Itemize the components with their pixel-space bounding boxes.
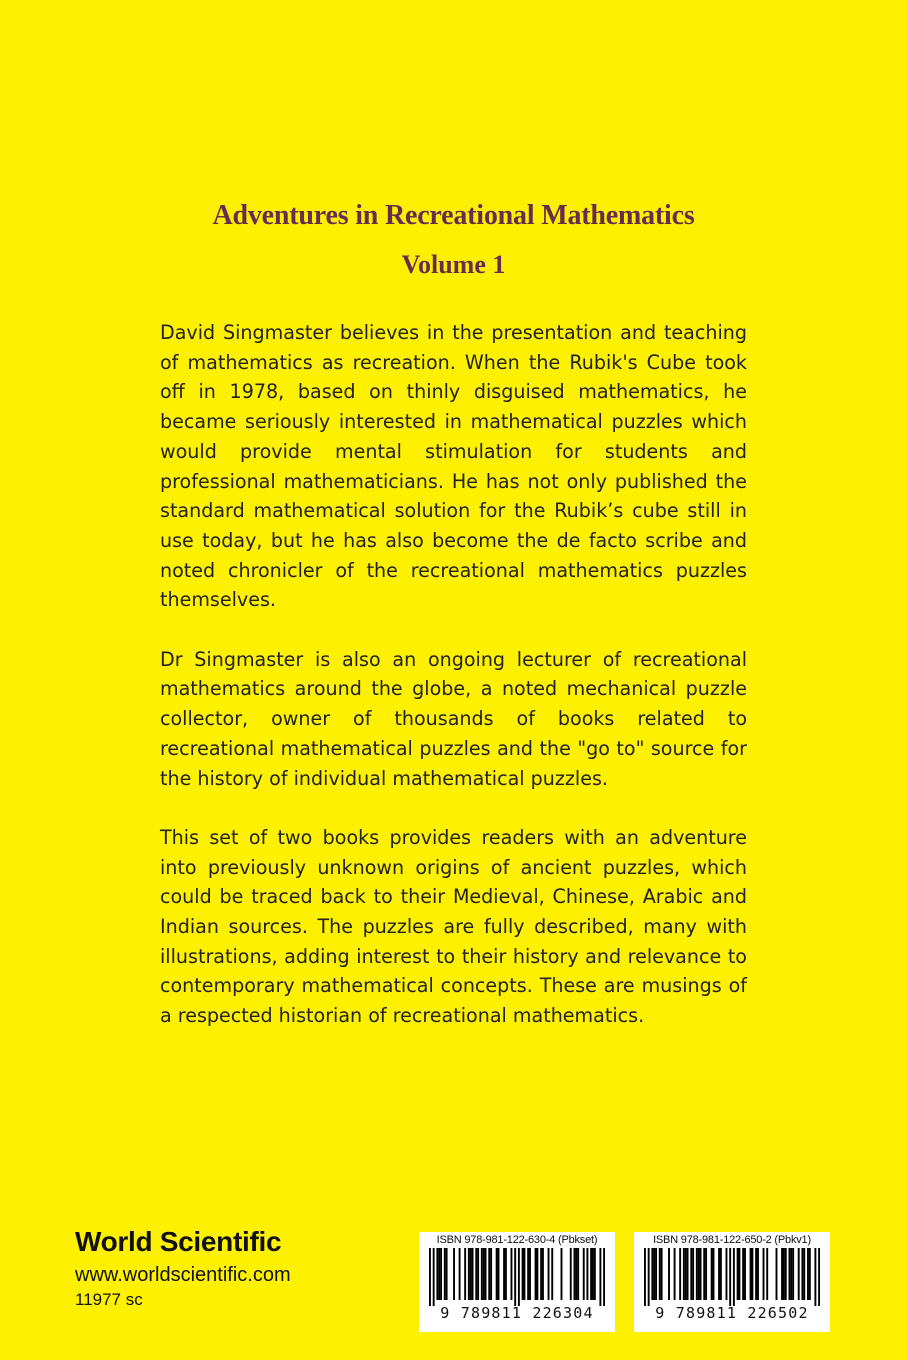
barcode-bar [590, 1248, 592, 1300]
barcode-bar [577, 1248, 579, 1300]
barcode-bar [687, 1248, 689, 1300]
barcode-bar [809, 1248, 811, 1300]
barcode-bar [766, 1248, 768, 1300]
barcode-bar [696, 1248, 698, 1300]
barcode-bar [483, 1248, 485, 1300]
barcode-bar [785, 1248, 787, 1300]
barcode-bar [592, 1248, 594, 1300]
barcode-bar [755, 1248, 757, 1300]
volume-label: Volume 1 [401, 250, 506, 279]
barcode-bar [655, 1248, 657, 1300]
barcode-bar [446, 1248, 448, 1300]
barcode-bar [814, 1248, 816, 1306]
barcode-bar [574, 1248, 576, 1300]
blurb [160, 318, 747, 1061]
barcode-bar [750, 1248, 752, 1300]
blurb-paragraph: Dr Singmaster is also an ongoing lecturer of recreational mathematics around the globe, a noted mechanical puzzle collector, owner of thousands of books related to recreational mathematical puzzles and the "go to" source for the history of individual mathematical puzzles. [160, 647, 747, 790]
barcode-bar [763, 1248, 765, 1300]
barcode-bar [729, 1248, 731, 1306]
barcode-bar [807, 1248, 809, 1300]
barcode-bar [599, 1248, 601, 1306]
barcode-bar [776, 1248, 778, 1300]
barcode-bar [705, 1248, 707, 1300]
barcode-bar [464, 1248, 466, 1300]
barcode-bar [498, 1248, 500, 1300]
barcode-bar [726, 1248, 728, 1300]
barcode-bar [703, 1248, 705, 1300]
barcode-bar [683, 1248, 685, 1300]
book-title: Adventures in Recreational Mathematics [212, 200, 695, 231]
barcode-bar [690, 1248, 692, 1300]
barcode-bar [570, 1248, 572, 1300]
barcode-bar [661, 1248, 663, 1300]
product-code: 11977 sc [75, 1290, 143, 1309]
barcode-bar [679, 1248, 681, 1300]
barcode-bar [514, 1248, 516, 1306]
barcode-bar [438, 1248, 440, 1300]
barcode-digits: 9 789811 226502 [655, 1304, 809, 1322]
barcode-bar [648, 1248, 650, 1306]
barcode-bar [540, 1248, 542, 1300]
blurb-paragraph: This set of two books provides readers with an adventure into previously unknown origins of ancient puzzles, which could be traced back to their Medieval, Chinese, Arabic and Indian sources. The puzzles are fully described, many with illustrations, adding interest to their history and relevance to contemporary mathematical concepts. These are musings of a respected historian of recreational mathematics. [160, 825, 747, 1028]
barcode-bar [801, 1248, 803, 1300]
barcode-bar [757, 1248, 759, 1300]
barcode-bar [698, 1248, 700, 1300]
barcode-set [419, 1232, 615, 1332]
barcode-bar [453, 1248, 455, 1300]
barcode-bar [818, 1248, 820, 1306]
barcode-bar [485, 1248, 487, 1300]
barcode-bar [527, 1248, 529, 1300]
barcode-bar [470, 1248, 472, 1300]
barcode-bar [444, 1248, 446, 1300]
barcode-bar [548, 1248, 550, 1300]
barcode-bar [586, 1248, 588, 1300]
barcode-bar [459, 1248, 461, 1300]
barcode-bar [685, 1248, 687, 1300]
barcode-bar [733, 1248, 735, 1306]
barcode-bar [594, 1248, 596, 1300]
barcode-bar [674, 1248, 676, 1300]
barcode-bar [644, 1248, 646, 1306]
barcode-bar [475, 1248, 477, 1300]
barcode-bar [603, 1248, 605, 1306]
barcode-bars [644, 1248, 820, 1306]
barcode-bar [744, 1248, 746, 1300]
barcode-bar [490, 1248, 492, 1300]
barcode-bar [738, 1248, 740, 1300]
barcode-bar [523, 1248, 525, 1300]
barcode-bar [535, 1248, 537, 1300]
barcode-bar [496, 1248, 498, 1300]
barcode-bar [651, 1248, 653, 1300]
isbn-label: ISBN 978-981-122-650-2 (Pbkv1) [653, 1234, 811, 1246]
barcode-bar [737, 1248, 739, 1300]
barcode-bar [792, 1248, 794, 1300]
barcode-bar [789, 1248, 791, 1300]
barcode-bar [440, 1248, 442, 1300]
barcode-bar [668, 1248, 670, 1300]
barcode-bar [529, 1248, 531, 1300]
barcode-bar [583, 1248, 585, 1300]
barcode-bar [790, 1248, 792, 1300]
barcode-bar [783, 1248, 785, 1300]
barcode-bar [472, 1248, 474, 1300]
barcode-bar [798, 1248, 800, 1300]
barcode-bar [468, 1248, 470, 1300]
isbn-label: ISBN 978-981-122-630-4 (Pbkset) [436, 1234, 598, 1246]
blurb-paragraph: David Singmaster believes in the presentation and teaching of mathematics as recreation. When the Rubik's Cube took off in 1978, based on thinly disguised mathematics, he became seriously interested in mathematical puzzles which would provide mental stimulation for students and professional mathematicians. He has not only published the standard mathematical solution for the Rubik’s cube still in use today, but he has also become the de facto scribe and noted chronicler of the recreational mathematics puzzles themselves. [160, 321, 747, 612]
barcode-bars [429, 1248, 605, 1306]
barcode-bar [551, 1248, 553, 1300]
barcode-bar [751, 1248, 753, 1300]
barcode-bar [488, 1248, 490, 1300]
publisher-name: World Scientific [75, 1226, 282, 1257]
barcode-bar [503, 1248, 505, 1300]
barcode-bar [692, 1248, 694, 1300]
barcode-bar [542, 1248, 544, 1300]
barcode-bar [511, 1248, 513, 1300]
barcode-volume [634, 1232, 830, 1332]
barcode-bar [477, 1248, 479, 1300]
barcode-bar [653, 1248, 655, 1300]
barcode-bar [803, 1248, 805, 1300]
barcode-bar [713, 1248, 715, 1300]
barcode-bar [781, 1248, 783, 1300]
barcode-bar [711, 1248, 713, 1300]
barcode-bar [720, 1248, 722, 1300]
barcode-bar [481, 1248, 483, 1300]
barcode-bar [436, 1248, 438, 1300]
barcode-bar [429, 1248, 431, 1306]
publisher-url[interactable]: www.worldscientific.com [75, 1264, 291, 1286]
barcode-bar [518, 1248, 520, 1306]
barcode-bar [700, 1248, 702, 1300]
barcode-bar [718, 1248, 720, 1300]
barcode-digits: 9 789811 226304 [440, 1304, 594, 1322]
barcode-bar [742, 1248, 744, 1300]
barcode-bar [659, 1248, 661, 1300]
barcode-bar [433, 1248, 435, 1306]
barcode-bar [561, 1248, 563, 1300]
barcode-bar [536, 1248, 538, 1300]
barcode-bar [505, 1248, 507, 1300]
barcode-bar [575, 1248, 577, 1300]
barcode-bar [522, 1248, 524, 1300]
